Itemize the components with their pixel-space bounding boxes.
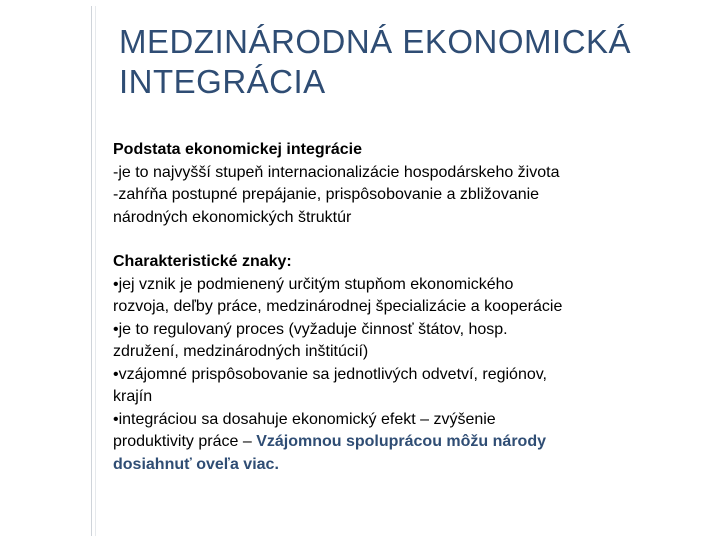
section2-line: •vzájomné prispôsobovanie sa jednotlivých odvetví, regiónov,	[113, 365, 547, 383]
section2-mixed-line	[113, 431, 703, 454]
frame-line-inner	[95, 6, 96, 536]
section1-line: -je to najvyšší stupeň internacionalizácie hospodárskeho života	[113, 163, 560, 181]
section2-line: združení, medzinárodných inštitúcií)	[113, 343, 369, 360]
section2-line: rozvoja, deľby práce, medzinárodnej špecializácie a kooperácie	[113, 298, 563, 315]
slide-title	[119, 22, 699, 102]
section2-line: •je to regulovaný proces (vyžaduje činnosť štátov, hosp.	[113, 320, 508, 338]
section2-final-highlight: dosiahnuť oveľa viac.	[113, 455, 279, 473]
section1-heading: Podstata ekonomickej integrácie	[113, 141, 362, 158]
section2-line: krajín	[113, 388, 153, 405]
frame-line	[91, 6, 92, 536]
section2-highlight-text: Vzájomnou spoluprácou môžu národy	[256, 433, 546, 450]
section2-line: •integráciou sa dosahuje ekonomický efekt – zvýšenie	[113, 410, 496, 428]
section1-line: -zahŕňa postupné prepájanie, prispôsobovanie a zbližovanie	[113, 186, 540, 203]
paragraph-gap	[113, 229, 703, 251]
section2-line: •jej vznik je podmienený určitým stupňom ekonomického	[113, 275, 514, 293]
section1-line: národných ekonomických štruktúr	[113, 208, 352, 226]
section2-plain-text: produktivity práce –	[113, 433, 257, 450]
section2-heading: Charakteristické znaky:	[113, 253, 292, 270]
title-line-2: INTEGRÁCIA	[119, 63, 326, 100]
title-line-1: MEDZINÁRODNÁ EKONOMICKÁ	[119, 23, 632, 60]
slide-body	[113, 139, 703, 476]
